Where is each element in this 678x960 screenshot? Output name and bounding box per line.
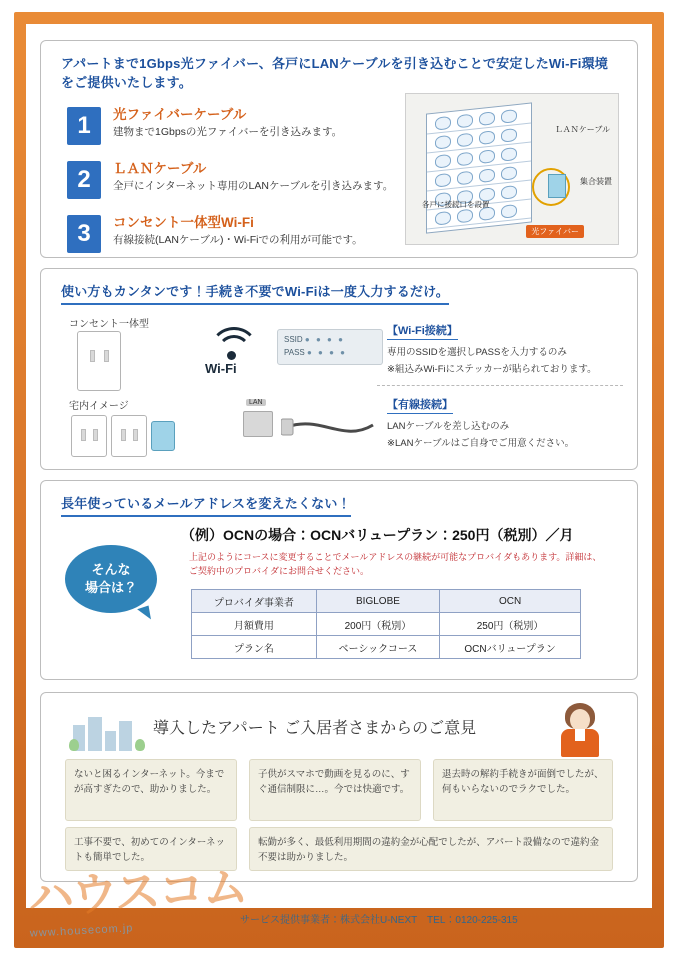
wired-block-desc: LANケーブルを差し込むのみ: [387, 421, 510, 432]
step-item: [67, 215, 397, 261]
wired-block-title: 【有線接続】: [387, 396, 453, 414]
section-how-to-use: [40, 268, 638, 470]
home-device-icon: [151, 421, 175, 451]
section2-headline-text: 使い方もカンタンです！手続き不要でWi-Fiは一度入力するだけ。: [61, 283, 449, 305]
bubble-line-1: そんな: [91, 562, 131, 578]
step-number-badge: 3: [67, 215, 101, 253]
section2-headline: [61, 283, 449, 305]
table-cell: ベーシックコース: [316, 636, 439, 659]
table-cell: 250円（税別）: [440, 613, 581, 636]
section3-headline-text: 長年使っているメールアドレスを変えたくない！: [61, 495, 351, 517]
section-resident-voices: [40, 692, 638, 882]
illustration-equipment-label: 集合装置: [580, 177, 612, 186]
step-desc: 有線接続(LANケーブル)・Wi-Fiでの利用が可能です。: [113, 234, 363, 247]
step-desc: 建物まで1Gbpsの光ファイバーを引き込みます。: [113, 126, 343, 139]
section3-headline: [61, 495, 351, 517]
table-row: [192, 636, 581, 659]
ssid-pass-box: [277, 329, 383, 365]
lan-port-icon: [243, 411, 273, 437]
table-header-cell: プロバイダ事業者: [192, 590, 317, 613]
pass-key: PASS: [284, 347, 305, 357]
voice-card: 子供がスマホで動画を見るのに、すぐ通信制限に…。今では快適です。: [249, 759, 421, 821]
building-illustration: [405, 93, 619, 245]
section4-headline: 導入したアパート ご入居者さまからのご意見: [153, 720, 477, 737]
wifi-block-title: 【Wi-Fi接続】: [387, 322, 458, 340]
step-item: [67, 107, 397, 153]
table-cell: 200円（税別）: [316, 613, 439, 636]
outlet-type-label: コンセント一体型: [69, 319, 149, 330]
voice-card: 工事不要で、初めてのインターネットも簡単でした。: [65, 827, 237, 871]
home-outlet-icon-1: [71, 415, 107, 457]
ssid-value: ● ● ● ●: [304, 335, 345, 344]
wifi-label: Wi-Fi: [205, 361, 237, 376]
lan-tag-label: LAN: [246, 399, 266, 406]
home-image-label: 宅内イメージ: [69, 401, 129, 412]
step-number-badge: 2: [67, 161, 101, 199]
section1-steps: [67, 107, 397, 269]
step-title: コンセント一体型Wi-Fi: [113, 215, 254, 230]
voice-card: 退去時の解約手続きが面倒でしたが、何もいらないのでラクでした。: [433, 759, 613, 821]
home-outlet-icon-2: [111, 415, 147, 457]
wifi-icon-dot: [227, 351, 236, 360]
speech-bubble: [65, 545, 157, 613]
table-header-cell: BIGLOBE: [316, 590, 439, 613]
pass-value: ● ● ● ●: [306, 347, 347, 357]
example-plan-text: （例）OCNの場合：OCNバリュープラン：250円（税別）／月: [181, 527, 574, 543]
watermark-sub: www.housecom.jp: [29, 922, 134, 940]
step-desc: 全戸にインターネット専用のLANケーブルを引き込みます。: [113, 180, 394, 193]
outlet-device-icon: [548, 174, 566, 198]
footer-contact: サービス提供事業者：株式会社U-NEXT TEL：0120-225-315: [240, 915, 518, 926]
section-mail-address: [40, 480, 638, 680]
ssid-key: SSID: [284, 335, 303, 344]
person-avatar-icon: [555, 701, 607, 757]
wifi-block-desc: 専用のSSIDを選択しPASSを入力するのみ: [387, 347, 567, 358]
block-divider: [377, 385, 623, 386]
wired-block-note: ※LANケーブルはご自身でご用意ください。: [387, 437, 575, 449]
outlet-wifi-device-icon: [77, 331, 121, 391]
table-cell: プラン名: [192, 636, 317, 659]
table-cell: OCNバリュープラン: [440, 636, 581, 659]
step-item: [67, 161, 397, 207]
step-number-badge: 1: [67, 107, 101, 145]
step-title: ＬＡＮケーブル: [113, 161, 207, 176]
wifi-connection-block: [387, 321, 617, 377]
illustration-fiber-label: 光ファイバー: [526, 225, 584, 238]
step-title: 光ファイバーケーブル: [113, 107, 247, 122]
voice-card: 転勤が多く、最低利用期間の違約金が心配でしたが、アパート設備なので違約金不要は助かりました。: [249, 827, 613, 871]
provider-note: 上記のようにコースに変更することでメールアドレスの継続が可能なプロバイダもあります。詳細は、ご契約中のプロバイダにお問合せください。: [189, 552, 602, 576]
wifi-block-note: ※組込みWi-Fiにステッカーが貼られております。: [387, 363, 597, 375]
section-fiber-overview: [40, 40, 638, 258]
bubble-line-2: 場合は？: [84, 580, 137, 595]
provider-comparison-table: [191, 589, 581, 659]
city-skyline-icon: [69, 715, 149, 751]
table-cell: 月額費用: [192, 613, 317, 636]
wired-connection-block: [387, 395, 617, 451]
illustration-lan-label: ＬＡＮケーブル: [554, 125, 610, 134]
table-header-row: [192, 590, 581, 613]
table-header-cell: OCN: [440, 590, 581, 613]
voice-card: ないと困るインターネット。今までが高すぎたので、助かりました。: [65, 759, 237, 821]
illustration-room-label: 各戸に接続口を設置: [422, 200, 490, 209]
apartment-building-icon: [426, 102, 532, 233]
watermark-main: ハウスコム: [26, 860, 248, 924]
lan-cable-icon: [281, 409, 377, 453]
table-row: [192, 613, 581, 636]
section1-headline: アパートまで1Gbps光ファイバー、各戸にLANケーブルを引き込むことで安定したWi-Fi環境をご提供いたします。: [61, 56, 608, 90]
